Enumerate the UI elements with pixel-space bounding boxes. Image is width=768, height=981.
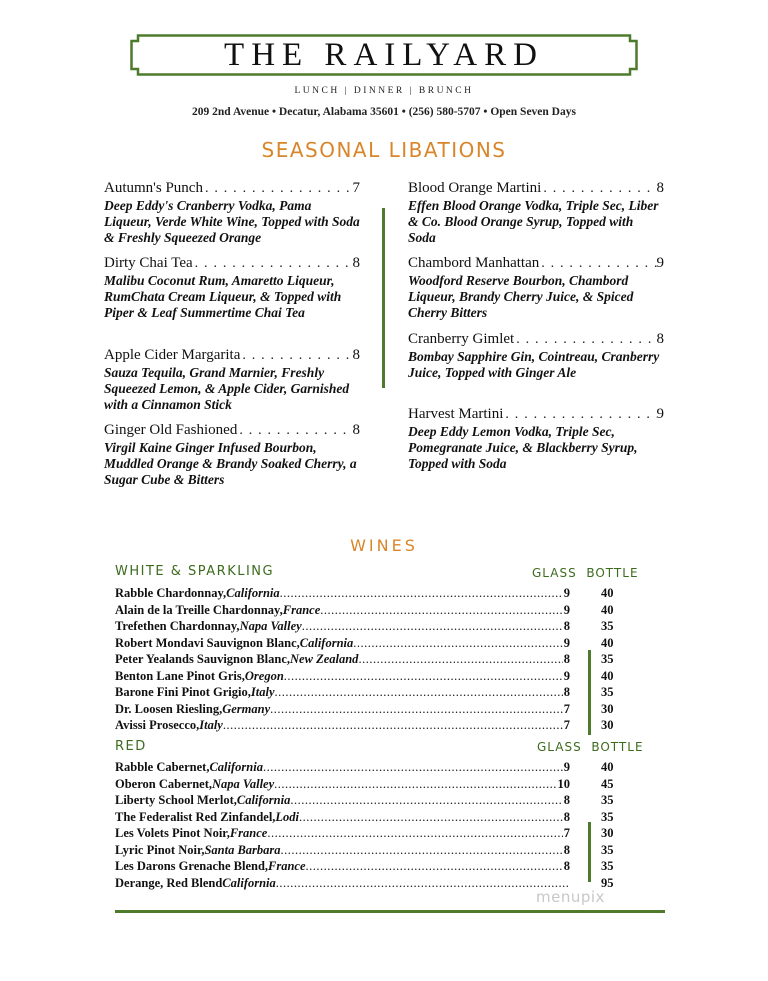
wine-region: California	[236, 793, 291, 807]
wine-region: California	[226, 586, 280, 600]
dot-leader	[281, 842, 563, 859]
wine-name: Oberon Cabernet,	[115, 776, 212, 791]
cocktail-price: 8	[656, 331, 664, 347]
white-column-headers	[532, 566, 639, 580]
cocktail-description: Sauza Tequila, Grand Marnier, Freshly Squeezed Lemon, & Apple Cider, Garnished with a Cinnamon Stick	[104, 365, 350, 412]
seasonal-libations-title: SEASONAL LIBATIONS	[261, 138, 507, 162]
wine-row	[115, 825, 635, 842]
dot-leader	[302, 618, 563, 635]
dot-leader	[284, 668, 563, 685]
wine-name: The Federalist Red Zinfandel,	[115, 809, 276, 824]
dot-leader	[270, 701, 563, 718]
dot-leader	[203, 181, 353, 197]
dot-leader	[237, 423, 352, 439]
cocktail-price: 9	[656, 406, 664, 422]
glass-price: 9	[563, 668, 570, 683]
cocktail-description: Effen Blood Orange Vodka, Triple Sec, Liber & Co. Blood Orange Syrup, Topped with Soda	[408, 198, 659, 245]
glass-header: GLASS	[537, 740, 582, 754]
wine-row	[115, 858, 635, 875]
wine-region: Italy	[250, 685, 275, 699]
wine-row	[115, 776, 635, 793]
bottle-price: 45	[601, 776, 614, 791]
bottle-price: 30	[601, 826, 614, 840]
glass-price: 9	[563, 586, 570, 600]
wine-row	[115, 792, 635, 809]
cocktail-item	[104, 180, 360, 246]
cocktail-item	[408, 180, 664, 246]
wine-region: Lodi	[275, 809, 300, 824]
glass-price: 9	[563, 635, 570, 650]
glass-price: 9	[563, 760, 570, 774]
wine-region: New Zealand	[290, 652, 359, 666]
cocktail-name: Autumn's Punch	[104, 180, 203, 196]
wine-region: Santa Barbara	[204, 842, 281, 857]
wine-name: Dr. Loosen Riesling,	[115, 701, 223, 716]
wine-row	[115, 759, 635, 776]
cocktail-name: Harvest Martini	[408, 406, 504, 422]
bottle-header: BOTTLE	[586, 566, 639, 580]
wine-region: Napa Valley	[212, 776, 275, 791]
glass-header: GLASS	[532, 566, 577, 580]
bottle-price: 35	[601, 809, 614, 824]
cocktail-price: 8	[352, 255, 360, 271]
glass-price: 8	[563, 842, 570, 857]
wine-name: Barone Fini Pinot Grigio,	[115, 685, 251, 699]
wine-region: California	[209, 760, 263, 774]
wine-row	[115, 668, 635, 685]
bottom-rule	[115, 910, 665, 913]
cocktail-description: Virgil Kaine Ginger Infused Bourbon, Muddled Orange & Brandy Soaked Cherry, a Sugar Cube & Bitters	[104, 440, 357, 487]
wine-row	[115, 635, 635, 652]
bottle-price: 35	[601, 685, 614, 699]
wine-column-divider	[588, 822, 591, 882]
wine-name: Robert Mondavi Sauvignon Blanc,	[115, 635, 300, 650]
wine-region: Oregon	[244, 668, 284, 683]
wine-row	[115, 684, 635, 701]
bottle-price: 40	[601, 602, 614, 617]
cocktail-price: 8	[352, 347, 360, 363]
glass-price: 8	[563, 619, 570, 633]
bottle-price: 95	[601, 875, 614, 890]
wine-name: Les Darons Grenache Blend,	[115, 859, 269, 873]
address-line: 209 2nd Avenue • Decatur, Alabama 35601 • (256) 580-5707 • Open Seven Days	[192, 106, 576, 118]
cocktail-price: 7	[352, 180, 360, 196]
wine-name: Rabble Cabernet,	[115, 760, 210, 774]
wine-region: France	[282, 602, 321, 617]
dot-leader	[306, 858, 563, 875]
dot-leader	[276, 875, 569, 892]
bottle-price: 40	[601, 760, 614, 774]
dot-leader	[358, 651, 562, 668]
cocktail-price: 8	[656, 180, 664, 196]
wine-region: California	[299, 635, 354, 650]
cocktail-description: Bombay Sapphire Gin, Cointreau, Cranberry Juice, Topped with Ginger Ale	[408, 349, 660, 380]
cocktail-name: Ginger Old Fashioned	[104, 422, 238, 438]
wine-name: Trefethen Chardonnay,	[115, 619, 240, 633]
wine-region: France	[229, 826, 268, 840]
bottle-header: BOTTLE	[591, 740, 644, 754]
cocktail-item	[104, 422, 360, 488]
wine-region: Germany	[222, 701, 271, 716]
white-wine-list	[115, 585, 635, 734]
service-hours: LUNCH | DINNER | BRUNCH	[294, 86, 474, 96]
wine-region: Italy	[199, 718, 223, 732]
glass-price: 7	[563, 701, 570, 716]
wine-row	[115, 651, 635, 668]
bottle-price: 40	[601, 668, 614, 683]
wine-region: California	[222, 875, 276, 890]
wine-region: France	[268, 859, 306, 873]
wine-name: Alain de la Treille Chardonnay,	[115, 602, 283, 617]
dot-leader	[240, 348, 352, 364]
wine-name: Rabble Chardonnay,	[115, 586, 227, 600]
bottle-price: 35	[601, 793, 614, 807]
wines-title: WINES	[350, 536, 418, 555]
wine-column-divider	[588, 650, 591, 735]
bottle-price: 30	[601, 718, 614, 732]
dot-leader	[263, 759, 563, 776]
restaurant-name: THE RAILYARD	[224, 37, 544, 73]
cocktail-item	[408, 331, 664, 381]
dot-leader	[541, 181, 656, 197]
wine-name: Benton Lane Pinot Gris,	[115, 668, 245, 683]
red-heading: RED	[115, 739, 147, 754]
cocktail-item	[104, 255, 360, 321]
cocktail-name: Blood Orange Martini	[408, 180, 542, 196]
glass-price: 7	[563, 826, 570, 840]
bottle-price: 30	[601, 701, 614, 716]
wine-row	[115, 602, 635, 619]
wine-name: Les Volets Pinot Noir,	[115, 826, 230, 840]
glass-price: 7	[563, 718, 570, 732]
bottle-price: 40	[601, 586, 614, 600]
glass-price: 10	[557, 776, 570, 791]
dot-leader	[193, 256, 353, 272]
column-divider	[382, 208, 385, 388]
cocktail-description: Woodford Reserve Bourbon, Chambord Liqueur, Brandy Cherry Juice, & Spiced Cherry Bitters	[408, 273, 634, 320]
glass-price: 8	[563, 793, 570, 807]
wine-row	[115, 618, 635, 635]
wine-name: Peter Yealands Sauvignon Blanc,	[115, 652, 291, 666]
bottle-price: 35	[601, 859, 614, 873]
bottle-price: 35	[601, 652, 614, 666]
cocktail-price: 9	[656, 255, 664, 271]
dot-leader	[223, 717, 563, 734]
wine-row	[115, 842, 635, 859]
red-wine-list	[115, 759, 635, 891]
wine-row	[115, 717, 635, 734]
glass-price: 8	[563, 685, 570, 699]
red-column-headers	[537, 740, 644, 754]
dot-leader	[320, 602, 563, 619]
wine-region: Napa Valley	[239, 619, 302, 633]
glass-price: 8	[563, 809, 570, 824]
cocktail-item	[408, 406, 664, 472]
wine-name: Lyric Pinot Noir,	[115, 842, 205, 857]
cocktail-name: Apple Cider Margarita	[104, 347, 241, 363]
cocktail-item	[104, 347, 360, 413]
dot-leader	[267, 825, 562, 842]
bottle-price: 35	[601, 619, 614, 633]
cocktail-description: Malibu Coconut Rum, Amaretto Liqueur, RumChata Cream Liqueur, & Topped with Piper & Leaf Summertime Chai Tea	[104, 273, 342, 320]
cocktail-name: Cranberry Gimlet	[408, 331, 515, 347]
dot-leader	[539, 256, 656, 272]
dot-leader	[514, 332, 656, 348]
wine-row	[115, 809, 635, 826]
wine-row	[115, 585, 635, 602]
wine-name: Liberty School Merlot,	[115, 793, 237, 807]
bottle-price: 35	[601, 842, 614, 857]
wine-name: Avissi Prosecco,	[115, 718, 200, 732]
dot-leader	[274, 776, 556, 793]
dot-leader	[503, 407, 656, 423]
cocktail-name: Dirty Chai Tea	[104, 255, 193, 271]
dot-leader	[299, 809, 563, 826]
wine-name: Derange, Red Blend	[115, 875, 223, 890]
cocktail-description: Deep Eddy Lemon Vodka, Triple Sec, Pomegranate Juice, & Blackberry Syrup, Topped with Soda	[408, 424, 638, 471]
dot-leader	[353, 635, 562, 652]
watermark: menupix	[536, 888, 605, 906]
glass-price: 8	[563, 652, 570, 666]
wine-row	[115, 701, 635, 718]
dot-leader	[290, 792, 562, 809]
dot-leader	[280, 585, 563, 602]
white-sparkling-heading: WHITE & SPARKLING	[115, 564, 275, 579]
glass-price: 8	[563, 859, 570, 873]
cocktail-price: 8	[352, 422, 360, 438]
cocktail-description: Deep Eddy's Cranberry Vodka, Pama Liqueur, Verde White Wine, Topped with Soda & Freshly Squeezed Orange	[104, 198, 360, 245]
cocktail-name: Chambord Manhattan	[408, 255, 540, 271]
bottle-price: 40	[601, 635, 614, 650]
cocktail-item	[408, 255, 664, 321]
dot-leader	[275, 684, 563, 701]
title-frame	[130, 34, 638, 76]
glass-price: 9	[563, 602, 570, 617]
